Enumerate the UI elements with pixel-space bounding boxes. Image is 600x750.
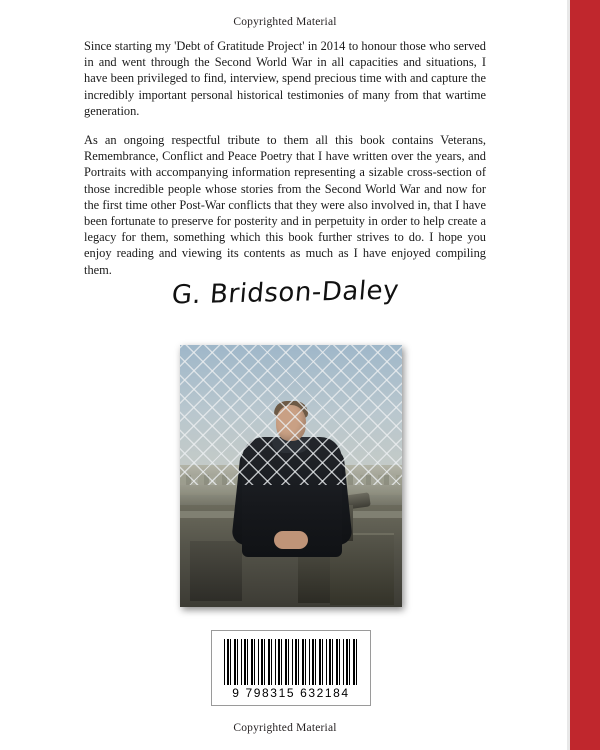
barcode-number: 9 798315 632184: [232, 686, 350, 700]
author-signature-text: G. Bridson-Daley: [170, 275, 400, 311]
copyright-notice-bottom: Copyrighted Material: [233, 722, 337, 734]
book-spine: [570, 0, 600, 750]
blurb-paragraph-1: Since starting my 'Debt of Gratitude Project' in 2014 to honour those who served in and went through the Second World War in all capacities and situations, I have been privileged to find, interview, spend precious time with and capture the incredibly important personal historical testimonies of many from that wartime generation.: [84, 39, 486, 118]
author-photo: [180, 345, 402, 607]
photo-person-hands: [274, 531, 308, 549]
author-photo-image: [180, 345, 402, 607]
author-signature: [84, 275, 486, 311]
copyright-notice-top: Copyrighted Material: [233, 16, 337, 28]
photo-equipment-left: [190, 541, 242, 601]
barcode: [211, 630, 371, 706]
barcode-bars: [224, 639, 360, 685]
photo-chainlink-fence: [180, 345, 402, 485]
photo-equipment-middle: [298, 551, 332, 603]
blurb-text-block: [84, 38, 486, 291]
blurb-paragraph-2: As an ongoing respectful tribute to them all this book contains Veterans, Remembrance, Conflict and Peace Poetry that I have written over the years, and Portraits with accompanying information representing a sizable cross-section of those incredible people whose stories from the Second World War and now for the first time other Post-War conflicts that they were also involved in, that I have been fortunate to preserve for posterity and in perpetuity in order to help create a legacy for them, something which this book further strives to do. I hope you enjoy reading and viewing its contents as much as I have enjoyed compiling them.: [84, 133, 486, 277]
